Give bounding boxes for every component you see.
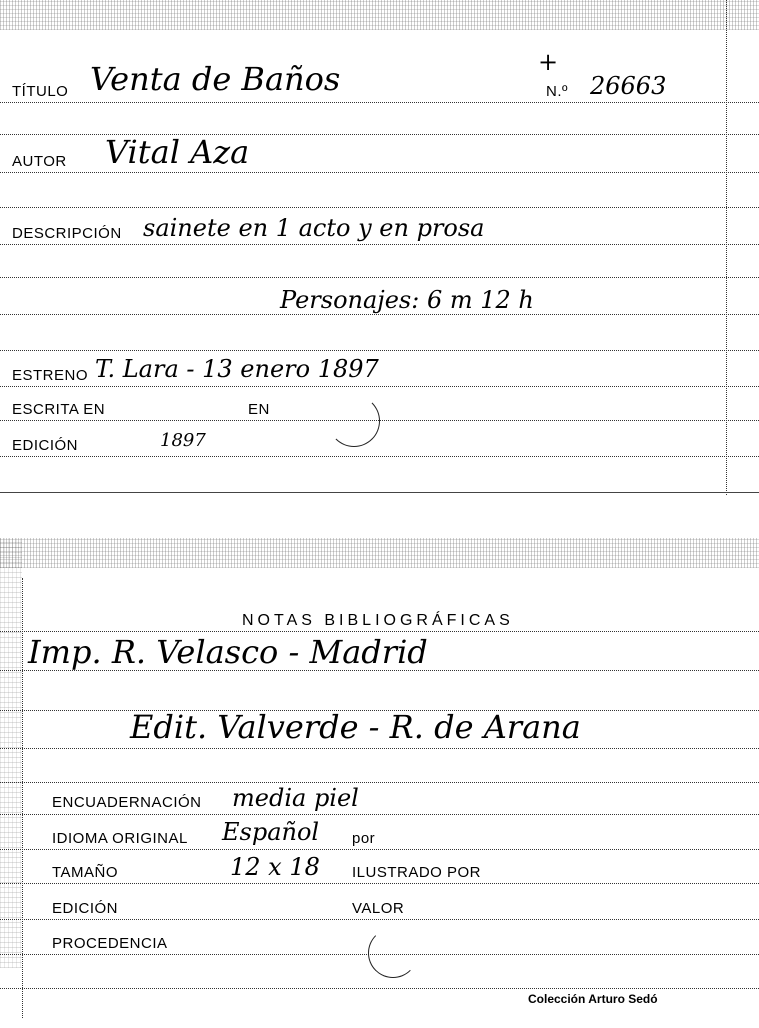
rule — [0, 172, 759, 173]
rule — [0, 314, 759, 315]
edicion-value: 1897 — [160, 430, 206, 451]
rule — [0, 782, 759, 783]
titulo-value: Venta de Baños — [90, 60, 341, 98]
titulo-label: TÍTULO — [12, 83, 69, 100]
escrita-en-label: ESCRITA EN — [12, 401, 106, 418]
descripcion-value-2: Personajes: 6 m 12 h — [280, 286, 534, 314]
rule — [0, 102, 759, 103]
descripcion-label: DESCRIPCIÓN — [12, 225, 122, 242]
por-label: por — [352, 830, 376, 847]
rule — [0, 631, 759, 632]
library-stamp — [368, 928, 418, 978]
encuadernacion-label: ENCUADERNACIÓN — [52, 794, 202, 811]
card-edge-texture — [0, 0, 759, 30]
rule — [0, 988, 759, 989]
card-left-border — [22, 578, 23, 1018]
rule — [0, 670, 759, 671]
card-edge-texture-left — [0, 538, 22, 968]
ilustrado-label: ILUSTRADO POR — [352, 864, 482, 881]
nota-line-1: Imp. R. Velasco - Madrid — [28, 633, 428, 671]
rule — [0, 849, 759, 850]
catalog-card-bottom — [0, 538, 759, 1028]
rule — [0, 277, 759, 278]
estreno-label: ESTRENO — [12, 367, 89, 384]
numero-value: 26663 — [590, 72, 667, 100]
idioma-label: IDIOMA ORIGINAL — [52, 830, 188, 847]
cross-mark: + — [538, 48, 559, 76]
edicion-label: EDICIÓN — [52, 900, 119, 917]
tamano-label: TAMAÑO — [52, 864, 119, 881]
rule — [0, 350, 759, 351]
rule — [0, 814, 759, 815]
tamano-value: 12 x 18 — [230, 853, 320, 881]
rule — [0, 919, 759, 920]
rule — [0, 244, 759, 245]
rule — [0, 207, 759, 208]
numero-label: N.º — [546, 83, 568, 100]
rule — [0, 748, 759, 749]
idioma-value: Español — [222, 818, 320, 846]
procedencia-label: PROCEDENCIA — [52, 935, 168, 952]
descripcion-value: sainete en 1 acto y en prosa — [143, 214, 485, 242]
library-stamp — [328, 395, 380, 447]
autor-label: AUTOR — [12, 153, 67, 170]
collection-credit: Colección Arturo Sedó — [528, 992, 658, 1006]
rule — [0, 883, 759, 884]
encuadernacion-value: media piel — [232, 784, 359, 812]
card-edge-texture — [0, 538, 759, 568]
catalog-card-top — [0, 0, 759, 495]
edicion-label: EDICIÓN — [12, 437, 79, 454]
estreno-value: T. Lara - 13 enero 1897 — [95, 355, 379, 383]
autor-value: Vital Aza — [105, 133, 250, 171]
rule — [0, 386, 759, 387]
en-label: EN — [248, 401, 270, 418]
valor-label: VALOR — [352, 900, 405, 917]
notas-title: NOTAS BIBLIOGRÁFICAS — [242, 612, 514, 629]
rule — [0, 456, 759, 457]
card-bottom-edge — [0, 492, 759, 493]
nota-line-2: Edit. Valverde - R. de Arana — [130, 708, 581, 746]
